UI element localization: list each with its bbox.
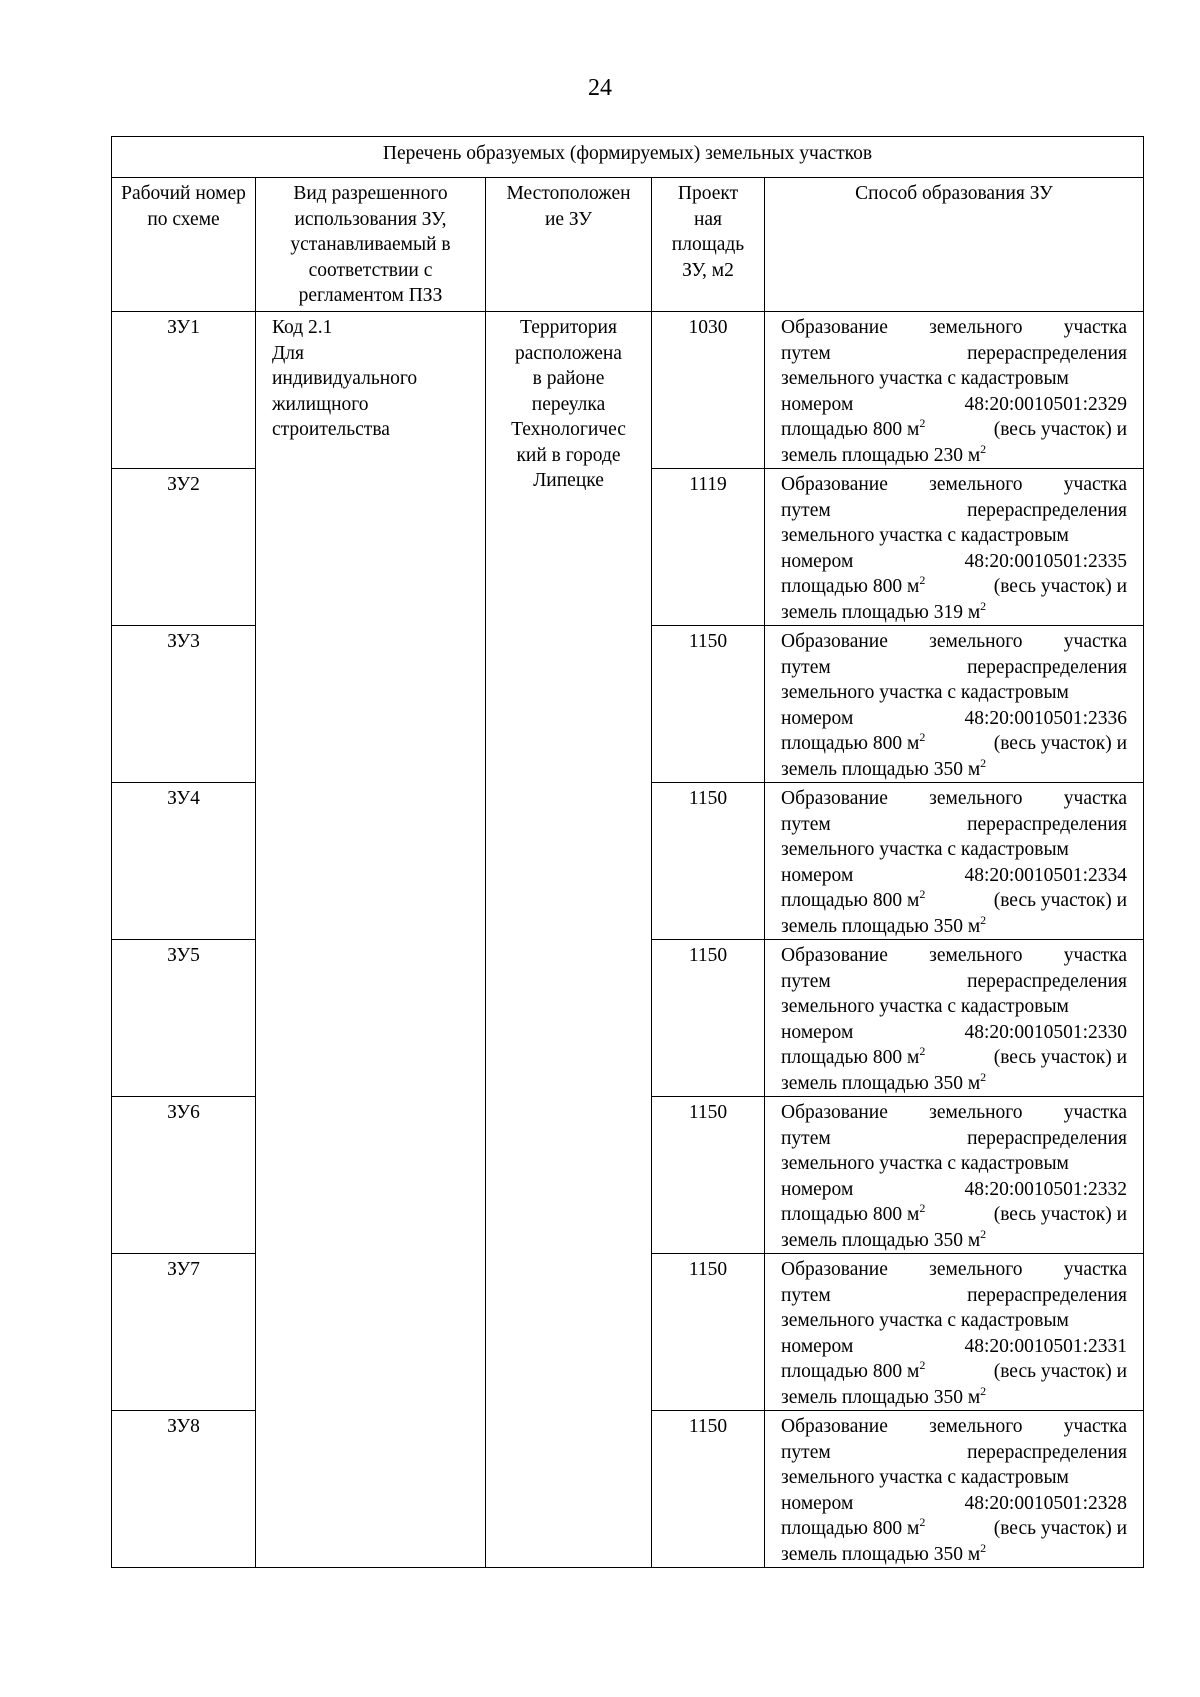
method-word: перераспределения — [967, 1284, 1128, 1306]
area-prefix: площадью 800 м — [781, 419, 920, 440]
method-word: номером — [781, 707, 854, 729]
method-word: участка — [1063, 1259, 1128, 1280]
work-number-cell: ЗУ7 — [112, 1254, 256, 1411]
header-project-area — [652, 178, 765, 312]
method-word: Образование — [781, 1259, 888, 1280]
lands-area: 350 м — [933, 915, 981, 937]
lands-prefix: земель площадью — [781, 1072, 934, 1094]
method-line — [781, 1020, 1127, 1046]
lands-prefix: земель площадью — [781, 1543, 934, 1565]
cadastral-number: 48:20:0010501:2334 — [964, 864, 1128, 886]
squared-sup: 2 — [919, 1358, 926, 1372]
lands-area: 350 м — [933, 758, 981, 780]
formation-method-cell — [765, 1254, 1144, 1411]
method-word: Образование — [781, 474, 888, 495]
header-line: регламентом ПЗЗ — [298, 285, 443, 306]
area-phrase — [781, 731, 925, 757]
formation-method-cell — [765, 1411, 1144, 1568]
cadastral-number: 48:20:0010501:2328 — [964, 1492, 1128, 1514]
squared-sup: 2 — [980, 1383, 987, 1398]
method-word: земельного — [929, 945, 1023, 966]
header-line: использования ЗУ, — [294, 208, 447, 230]
method-line: земельного участка с кадастровым — [781, 839, 1069, 860]
location-line: Липецке — [533, 470, 604, 491]
formation-method-cell — [765, 469, 1144, 626]
squared-sup: 2 — [980, 755, 987, 770]
header-location — [486, 178, 652, 312]
method-line — [781, 315, 1127, 341]
method-line — [781, 549, 1127, 575]
area-prefix: площадью 800 м — [781, 1518, 920, 1539]
method-word: участка — [1063, 1416, 1128, 1437]
method-word: участка — [1063, 631, 1128, 652]
work-number-cell: ЗУ6 — [112, 1097, 256, 1254]
header-line: Вид разрешенного — [293, 183, 448, 204]
method-word: номером — [781, 1021, 854, 1043]
squared-sup: 2 — [919, 416, 926, 430]
method-line: земельного участка с кадастровым — [781, 682, 1069, 703]
header-line: ЗУ, м2 — [682, 259, 734, 281]
method-line — [781, 757, 1127, 783]
method-word: Образование — [781, 945, 888, 966]
work-number-cell: ЗУ8 — [112, 1411, 256, 1568]
project-area-cell: 1150 — [652, 783, 765, 940]
permitted-use-line: Код 2.1 — [272, 317, 333, 338]
method-line — [781, 655, 1127, 681]
method-line — [781, 731, 1127, 757]
method-word: номером — [781, 864, 854, 886]
lands-area: 350 м — [933, 1072, 981, 1094]
area-phrase — [781, 888, 925, 914]
header-line: Проект — [677, 183, 739, 204]
permitted-use-line: Для — [272, 342, 305, 364]
area-prefix: площадью 800 м — [781, 733, 920, 754]
method-word: перераспределения — [967, 1127, 1128, 1149]
location-line: переулка — [531, 393, 606, 415]
formation-method-cell — [765, 940, 1144, 1097]
area-suffix: (весь участок) и — [993, 419, 1128, 440]
method-line — [781, 574, 1127, 600]
area-phrase — [781, 1202, 925, 1228]
method-line — [781, 392, 1127, 418]
method-word: участка — [1063, 474, 1128, 495]
method-line — [781, 600, 1127, 626]
header-work-number — [112, 178, 256, 312]
cadastral-number: 48:20:0010501:2331 — [964, 1335, 1128, 1357]
method-word: земельного — [929, 317, 1023, 338]
method-line: земельного участка с кадастровым — [781, 1310, 1069, 1331]
method-line — [781, 1126, 1127, 1152]
area-prefix: площадью 800 м — [781, 890, 920, 911]
location-line: кий в городе — [516, 444, 621, 466]
squared-sup: 2 — [980, 912, 987, 927]
squared-sup: 2 — [919, 1201, 926, 1215]
header-permitted-use — [256, 178, 486, 312]
formation-method-cell — [765, 1097, 1144, 1254]
method-word: номером — [781, 1178, 854, 1200]
formation-method-cell — [765, 783, 1144, 940]
lands-area: 319 м — [933, 601, 981, 623]
method-line: земельного участка с кадастровым — [781, 996, 1069, 1017]
method-word: перераспределения — [967, 970, 1128, 992]
method-word: Образование — [781, 317, 888, 338]
formation-method-cell — [765, 312, 1144, 469]
header-line: Местоположен — [506, 183, 631, 204]
method-word: земельного — [929, 788, 1023, 809]
header-line: площадь — [671, 234, 745, 255]
method-line — [781, 1283, 1127, 1309]
method-word: номером — [781, 1335, 854, 1357]
squared-sup: 2 — [980, 441, 987, 456]
method-line — [781, 1100, 1127, 1126]
lands-prefix: земель площадью — [781, 444, 934, 466]
permitted-use-line: строительства — [272, 419, 390, 440]
method-line — [781, 812, 1127, 838]
method-word: земельного — [929, 1102, 1023, 1123]
area-phrase — [781, 1359, 925, 1385]
table-caption: Перечень образуемых (формируемых) земельных участков — [112, 137, 1144, 178]
method-word: перераспределения — [967, 499, 1128, 521]
work-number-cell: ЗУ3 — [112, 626, 256, 783]
method-word: путем — [781, 656, 831, 678]
squared-sup: 2 — [980, 1069, 987, 1084]
area-prefix: площадью 800 м — [781, 1047, 920, 1068]
project-area-cell: 1150 — [652, 1097, 765, 1254]
method-word: перераспределения — [967, 342, 1128, 364]
squared-sup: 2 — [980, 1540, 987, 1555]
method-line — [781, 1045, 1127, 1071]
method-line — [781, 1414, 1127, 1440]
cadastral-number: 48:20:0010501:2329 — [964, 393, 1128, 415]
method-line — [781, 1542, 1127, 1568]
method-line: земельного участка с кадастровым — [781, 525, 1069, 546]
method-word: земельного — [929, 474, 1023, 495]
method-word: перераспределения — [967, 656, 1128, 678]
lands-prefix: земель площадью — [781, 1386, 934, 1408]
work-number-cell: ЗУ1 — [112, 312, 256, 469]
method-word: перераспределения — [967, 1441, 1128, 1463]
header-line: Способ образования ЗУ — [855, 183, 1053, 204]
work-number-cell: ЗУ5 — [112, 940, 256, 1097]
method-word: путем — [781, 1441, 831, 1463]
header-line: соответствии с — [308, 259, 433, 281]
area-suffix: (весь участок) и — [993, 890, 1128, 911]
project-area-cell: 1150 — [652, 940, 765, 1097]
header-line: Рабочий номер — [121, 183, 246, 204]
land-plots-table — [111, 136, 1144, 1568]
method-line — [781, 341, 1127, 367]
method-word: Образование — [781, 1416, 888, 1437]
method-word: участка — [1063, 788, 1128, 809]
method-line — [781, 786, 1127, 812]
lands-area: 350 м — [933, 1229, 981, 1251]
method-line — [781, 969, 1127, 995]
header-line: ная — [693, 208, 723, 230]
method-word: Образование — [781, 631, 888, 652]
header-line: по схеме — [147, 208, 220, 230]
cadastral-number: 48:20:0010501:2336 — [964, 707, 1128, 729]
project-area-cell: 1030 — [652, 312, 765, 469]
method-word: Образование — [781, 1102, 888, 1123]
method-word: земельного — [929, 1259, 1023, 1280]
method-line — [781, 914, 1127, 940]
method-line — [781, 1359, 1127, 1385]
table-row — [112, 312, 1144, 469]
method-line: земельного участка с кадастровым — [781, 1467, 1069, 1488]
method-word: путем — [781, 970, 831, 992]
project-area-cell: 1150 — [652, 1254, 765, 1411]
work-number-cell: ЗУ4 — [112, 783, 256, 940]
method-line — [781, 1257, 1127, 1283]
lands-prefix: земель площадью — [781, 915, 934, 937]
method-line — [781, 1385, 1127, 1411]
method-word: перераспределения — [967, 813, 1128, 835]
method-line — [781, 498, 1127, 524]
method-line — [781, 417, 1127, 443]
area-suffix: (весь участок) и — [993, 733, 1128, 754]
method-word: номером — [781, 550, 854, 572]
method-word: путем — [781, 1127, 831, 1149]
method-line — [781, 1440, 1127, 1466]
squared-sup: 2 — [919, 730, 926, 744]
lands-area: 350 м — [933, 1386, 981, 1408]
cadastral-number: 48:20:0010501:2330 — [964, 1021, 1128, 1043]
method-line — [781, 943, 1127, 969]
location-line: Технологичес — [511, 419, 626, 440]
method-line — [781, 1071, 1127, 1097]
permitted-use-cell — [256, 312, 486, 1568]
table-header-row — [112, 178, 1144, 312]
squared-sup: 2 — [919, 1515, 926, 1529]
cadastral-number: 48:20:0010501:2332 — [964, 1178, 1128, 1200]
method-line — [781, 888, 1127, 914]
work-number-cell: ЗУ2 — [112, 469, 256, 626]
area-phrase — [781, 1045, 925, 1071]
lands-area: 230 м — [933, 444, 981, 466]
area-suffix: (весь участок) и — [993, 1204, 1128, 1225]
header-line: ие ЗУ — [544, 208, 593, 230]
method-line: земельного участка с кадастровым — [781, 1153, 1069, 1174]
area-phrase — [781, 1516, 925, 1542]
header-line: устанавливаемый в — [290, 234, 451, 255]
lands-prefix: земель площадью — [781, 1229, 934, 1251]
method-word: участка — [1063, 1102, 1128, 1123]
project-area-cell: 1119 — [652, 469, 765, 626]
area-prefix: площадью 800 м — [781, 1361, 920, 1382]
area-prefix: площадью 800 м — [781, 576, 920, 597]
area-prefix: площадью 800 м — [781, 1204, 920, 1225]
permitted-use-line: жилищного — [272, 393, 369, 415]
method-line — [781, 706, 1127, 732]
area-suffix: (весь участок) и — [993, 1361, 1128, 1382]
method-word: участка — [1063, 317, 1128, 338]
area-suffix: (весь участок) и — [993, 576, 1128, 597]
project-area-cell: 1150 — [652, 1411, 765, 1568]
method-line — [781, 472, 1127, 498]
location-line: Территория — [520, 317, 617, 338]
method-line — [781, 1202, 1127, 1228]
lands-area: 350 м — [933, 1543, 981, 1565]
project-area-cell: 1150 — [652, 626, 765, 783]
permitted-use-line: индивидуального — [272, 368, 418, 389]
method-word: Образование — [781, 788, 888, 809]
area-suffix: (весь участок) и — [993, 1047, 1128, 1068]
location-cell — [486, 312, 652, 1568]
page-number: 24 — [588, 75, 612, 101]
squared-sup: 2 — [980, 598, 987, 613]
method-line — [781, 863, 1127, 889]
method-line — [781, 1516, 1127, 1542]
method-line — [781, 443, 1127, 469]
area-phrase — [781, 417, 925, 443]
method-line — [781, 629, 1127, 655]
squared-sup: 2 — [919, 573, 926, 587]
squared-sup: 2 — [980, 1226, 987, 1241]
method-word: путем — [781, 499, 831, 521]
method-line: земельного участка с кадастровым — [781, 368, 1069, 389]
lands-prefix: земель площадью — [781, 601, 934, 623]
header-formation-method — [765, 178, 1144, 312]
method-line — [781, 1491, 1127, 1517]
method-word: номером — [781, 1492, 854, 1514]
squared-sup: 2 — [919, 887, 926, 901]
method-line — [781, 1228, 1127, 1254]
method-word: участка — [1063, 945, 1128, 966]
squared-sup: 2 — [919, 1044, 926, 1058]
area-suffix: (весь участок) и — [993, 1518, 1128, 1539]
method-line — [781, 1334, 1127, 1360]
method-word: путем — [781, 813, 831, 835]
method-word: путем — [781, 342, 831, 364]
area-phrase — [781, 574, 925, 600]
lands-prefix: земель площадью — [781, 758, 934, 780]
method-word: номером — [781, 393, 854, 415]
cadastral-number: 48:20:0010501:2335 — [964, 550, 1128, 572]
location-line: расположена — [515, 342, 622, 364]
method-word: земельного — [929, 631, 1023, 652]
method-word: земельного — [929, 1416, 1023, 1437]
method-line — [781, 1177, 1127, 1203]
method-word: путем — [781, 1284, 831, 1306]
formation-method-cell — [765, 626, 1144, 783]
location-line: в районе — [532, 368, 605, 389]
